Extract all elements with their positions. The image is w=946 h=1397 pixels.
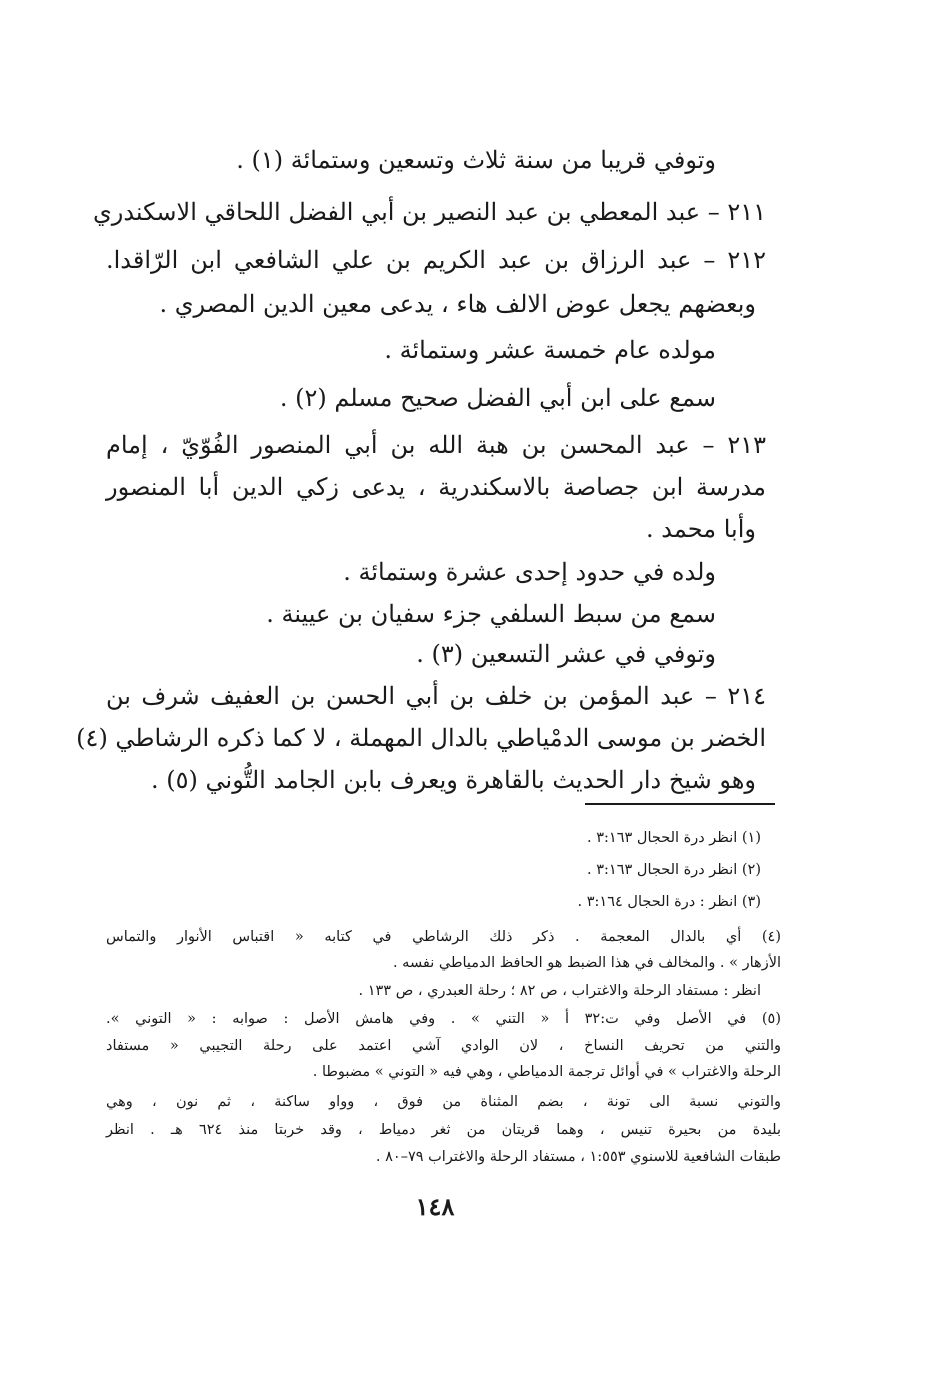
footnote-5-line-1: (٥) في الأصل وفي ت:٣٢ أ « التني » . وفي هامش الأصل : صوابه : « التوني ». (106, 1011, 781, 1027)
footnote-5-line-4: والتوني نسبة الى تونة ، بضم المثناة من فوق ، وواو ساكنة ، ثم نون ، وهي (106, 1094, 781, 1110)
footnote-3: (٣) انظر : درة الحجال ٣:١٦٤ . (577, 894, 761, 910)
footnote-4-line-3: انظر : مستفاد الرحلة والاغتراب ، ص ٨٢ ؛ رحلة العبدري ، ص ١٣٣ . (358, 983, 761, 999)
body-line-6: سمع على ابن أبي الفضل صحيح مسلم (٢) . (279, 384, 716, 412)
entry-213-line: ٢١٣ – عبد المحسن بن هبة الله بن أبي المنصور الفُوّيّ ، إمام (106, 431, 766, 459)
footnote-5-line-3: الرحلة والاغتراب » في أوائل ترجمة الدمياطي ، وهي فيه « التوني » مضبوطا . (312, 1064, 781, 1080)
footnote-4-line-2: الأزهار » . والمخالف في هذا الضبط هو الحافظ الدمياطي نفسه . (392, 955, 781, 971)
body-line-4: وبعضهم يجعل عوض الالف هاء ، يدعى معين الدين المصري . (159, 290, 756, 318)
body-line-1: وتوفي قريبا من سنة ثلاث وتسعين وستمائة (١) . (236, 146, 716, 174)
body-line-14: الخضر بن موسى الدمْياطي بالدال المهملة ، لا كما ذكره الرشاطي (٤) (76, 724, 766, 752)
footnote-5-line-5: بليدة من بحيرة تنيس ، وهما قريتان من ثغر دمياط ، وقد خربتا منذ ٦٢٤ هـ . انظر (106, 1122, 782, 1138)
body-line-9: وأبا محمد . (646, 515, 756, 543)
footnote-1: (١) انظر درة الحجال ٣:١٦٣ . (587, 830, 761, 846)
body-line-10: ولده في حدود إحدى عشرة وستمائة . (343, 558, 716, 586)
footnote-separator (585, 803, 775, 805)
body-line-12: وتوفي في عشر التسعين (٣) . (416, 640, 716, 668)
body-line-5: مولده عام خمسة عشر وستمائة . (384, 336, 716, 364)
footnote-2: (٢) انظر درة الحجال ٣:١٦٣ . (587, 862, 761, 878)
entry-214-line: ٢١٤ – عبد المؤمن بن خلف بن أبي الحسن بن العفيف شرف بن (106, 682, 766, 710)
entry-211-line: ٢١١ – عبد المعطي بن عبد النصير بن أبي الفضل اللحاقي الاسكندري (92, 198, 766, 226)
body-line-15: وهو شيخ دار الحديث بالقاهرة ويعرف بابن الجامد التُّوني (٥) . (151, 766, 756, 794)
body-line-11: سمع من سبط السلفي جزء سفيان بن عيينة . (266, 600, 716, 628)
page-number: ١٤٨ (415, 1192, 455, 1221)
footnote-5-line-6: طبقات الشافعية للاسنوي ١:٥٥٣ ، مستفاد الرحلة والاغتراب ٧٩–٨٠ . (375, 1149, 781, 1165)
footnote-4-line-1: (٤) أي بالدال المعجمة . ذكر ذلك الرشاطي في كتابه « اقتباس الأنوار والتماس (106, 929, 781, 945)
footnote-5-line-2: والتني من تحريف النساخ ، لان الوادي آشي اعتمد على رحلة التجيبي « مستفاد (106, 1038, 781, 1054)
body-line-8: مدرسة ابن جصاصة بالاسكندرية ، يدعى زكي الدين أبا المنصور (106, 473, 766, 501)
entry-212-line: ٢١٢ – عبد الرزاق بن عبد الكريم بن علي الشافعي ابن الرّاقدا. (106, 246, 766, 274)
